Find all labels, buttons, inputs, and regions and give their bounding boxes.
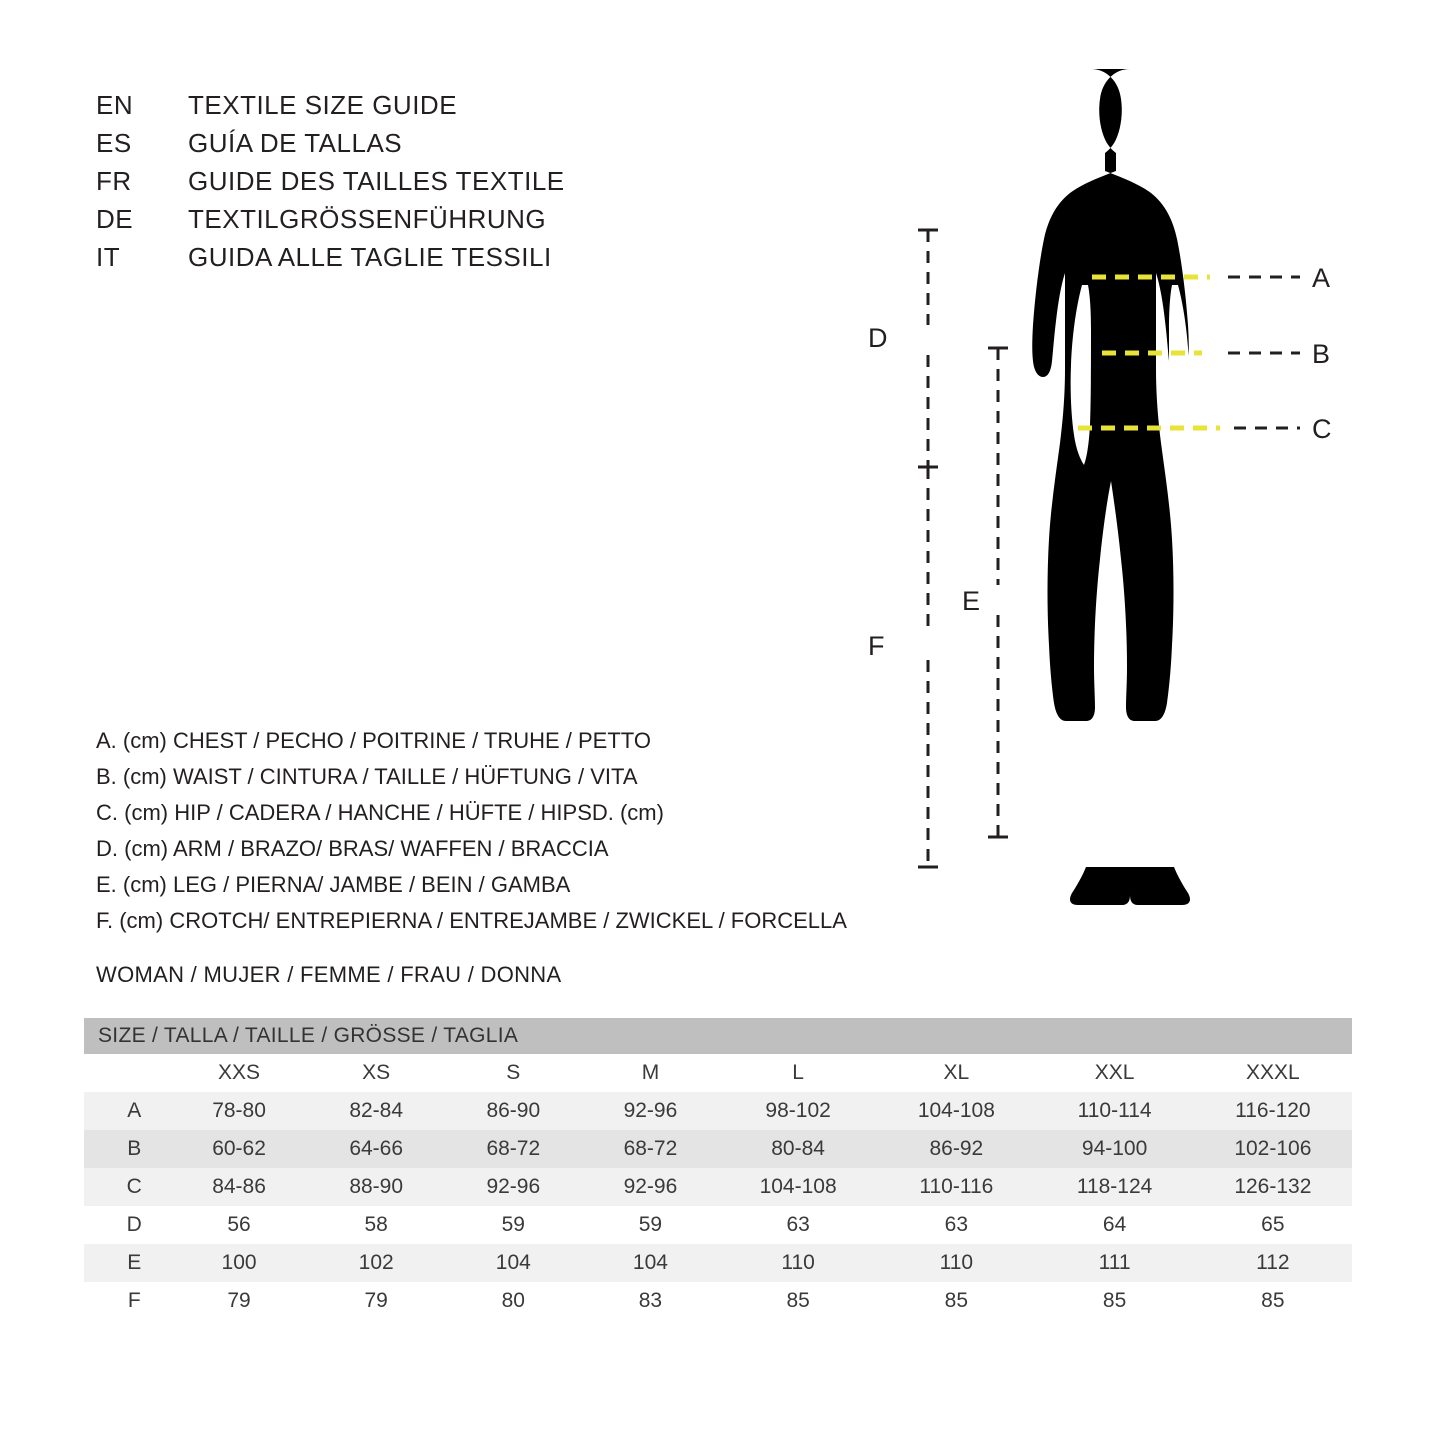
bracket-label-d: D (868, 323, 888, 353)
silhouette-diagram (830, 55, 1390, 945)
marker-label-c: C (1312, 414, 1332, 444)
cell-a-xxs: 78-80 (212, 1099, 266, 1122)
cell-d-m: 59 (638, 1213, 663, 1236)
table-row (84, 1206, 1352, 1244)
cell-c-xxl: 118-124 (1076, 1175, 1153, 1198)
table-row (84, 1130, 1352, 1168)
cell-a-xxl: 110-114 (1077, 1099, 1152, 1122)
row-label-b: B (127, 1137, 142, 1160)
row-label-f: F (127, 1289, 141, 1312)
legend-item-c: C. (cm) HIP / CADERA / HANCHE / HÜFTE / HIPSD. (cm) (96, 800, 664, 825)
title-text-it: GUIDA ALLE TAGLIE TESSILI (188, 242, 552, 272)
title-lang-en: EN (96, 90, 134, 120)
cell-c-xs: 88-90 (349, 1175, 404, 1198)
title-lang-fr: FR (96, 166, 132, 196)
cell-d-s: 59 (501, 1213, 525, 1236)
cell-d-xl: 63 (944, 1213, 969, 1236)
crotch-bracket (918, 467, 938, 867)
legend-item-b: B. (cm) WAIST / CINTURA / TAILLE / HÜFTUNG / VITA (96, 764, 638, 789)
title-text-fr: GUIDE DES TAILLES TEXTILE (188, 166, 565, 196)
title-lang-it: IT (96, 242, 121, 272)
cell-e-xxs: 100 (221, 1251, 257, 1274)
cell-b-m: 68-72 (623, 1137, 678, 1160)
size-guide-title-block (96, 90, 716, 280)
cell-e-l: 110 (781, 1251, 815, 1274)
arm-bracket (918, 230, 938, 467)
woman-silhouette-icon (1032, 69, 1190, 905)
cell-b-xl: 86-92 (929, 1137, 984, 1160)
column-header-xl: XL (943, 1061, 970, 1084)
title-row (96, 204, 716, 242)
row-label-e: E (127, 1251, 142, 1274)
cell-f-xxl: 85 (1102, 1289, 1127, 1312)
bracket-label-e: E (962, 586, 981, 616)
legend-item-f: F. (cm) CROTCH/ ENTREPIERNA / ENTREJAMBE / ZWICKEL / FORCELLA (96, 908, 847, 933)
title-text-en: TEXTILE SIZE GUIDE (188, 90, 458, 120)
marker-label-b: B (1312, 339, 1331, 369)
cell-a-l: 98-102 (765, 1099, 831, 1122)
cell-c-m: 92-96 (623, 1175, 678, 1198)
cell-b-s: 68-72 (486, 1137, 541, 1160)
cell-a-xxxl: 116-120 (1235, 1099, 1311, 1122)
title-lang-de: DE (96, 204, 134, 234)
cell-f-s: 80 (501, 1289, 525, 1312)
cell-a-xs: 82-84 (349, 1099, 404, 1122)
cell-f-l: 85 (786, 1289, 810, 1312)
cell-d-xxl: 64 (1102, 1213, 1127, 1236)
column-header-xxs: XXS (218, 1061, 261, 1084)
column-header-xs: XS (362, 1061, 391, 1084)
cell-e-xxxl: 112 (1256, 1251, 1290, 1274)
cell-b-xs: 64-66 (349, 1137, 404, 1160)
cell-e-s: 104 (495, 1251, 531, 1274)
title-row (96, 90, 716, 128)
column-header-m: M (641, 1061, 660, 1084)
cell-b-xxxl: 102-106 (1234, 1137, 1312, 1160)
cell-d-xxs: 56 (227, 1213, 251, 1236)
table-row (84, 1168, 1352, 1206)
measurement-legend (96, 723, 886, 939)
title-row (96, 166, 716, 204)
row-label-d: D (126, 1213, 142, 1236)
cell-c-l: 104-108 (759, 1175, 837, 1198)
cell-c-s: 92-96 (486, 1175, 541, 1198)
marker-label-a: A (1312, 263, 1331, 293)
cell-a-s: 86-90 (486, 1099, 541, 1122)
cell-d-l: 63 (786, 1213, 810, 1236)
table-row (84, 1244, 1352, 1282)
cell-c-xl: 110-116 (919, 1175, 994, 1198)
measurement-figure (830, 55, 1390, 945)
cell-f-xs: 79 (364, 1289, 388, 1312)
table-caption-row (84, 1018, 1352, 1054)
cell-e-xl: 110 (939, 1251, 974, 1274)
legend-item-d: D. (cm) ARM / BRAZO/ BRAS/ WAFFEN / BRACCIA (96, 836, 609, 861)
cell-e-xs: 102 (358, 1251, 394, 1274)
group-label: WOMAN / MUJER / FEMME / FRAU / DONNA (96, 962, 562, 987)
cell-b-l: 80-84 (771, 1137, 825, 1160)
title-row (96, 128, 716, 166)
cell-a-xl: 104-108 (917, 1099, 995, 1122)
title-text-de: TEXTILGRÖSSENFÜHRUNG (188, 204, 547, 234)
size-table (84, 1018, 1352, 1320)
cell-b-xxs: 60-62 (212, 1137, 266, 1160)
cell-c-xxxl: 126-132 (1234, 1175, 1312, 1198)
legend-item-a: A. (cm) CHEST / PECHO / POITRINE / TRUHE / PETTO (96, 728, 651, 753)
cell-b-xxl: 94-100 (1081, 1137, 1148, 1160)
legend-item-e: E. (cm) LEG / PIERNA/ JAMBE / BEIN / GAMBA (96, 872, 571, 897)
row-label-c: C (126, 1175, 142, 1198)
column-header-xxxl: XXXL (1246, 1061, 1300, 1084)
cell-d-xxxl: 65 (1261, 1213, 1285, 1236)
cell-f-xl: 85 (944, 1289, 969, 1312)
column-header-blank (84, 1054, 171, 1092)
table-header-row (84, 1054, 1352, 1092)
bracket-label-f: F (868, 631, 885, 661)
cell-f-m: 83 (638, 1289, 663, 1312)
cell-c-xxs: 84-86 (212, 1175, 266, 1198)
table-row (84, 1092, 1352, 1130)
column-header-l: L (792, 1061, 804, 1084)
cell-a-m: 92-96 (623, 1099, 678, 1122)
size-table-caption: SIZE / TALLA / TAILLE / GRÖSSE / TAGLIA (84, 1018, 1352, 1054)
cell-f-xxxl: 85 (1261, 1289, 1285, 1312)
title-row (96, 242, 716, 280)
column-header-s: S (506, 1061, 521, 1084)
table-row (84, 1282, 1352, 1320)
cell-f-xxs: 79 (227, 1289, 251, 1312)
cell-e-xxl: 111 (1098, 1251, 1131, 1274)
cell-d-xs: 58 (364, 1213, 388, 1236)
column-header-xxl: XXL (1094, 1061, 1135, 1084)
title-text-es: GUÍA DE TALLAS (188, 128, 403, 158)
leg-bracket (988, 348, 1008, 837)
row-label-a: A (127, 1099, 142, 1122)
title-lang-es: ES (96, 128, 132, 158)
cell-e-m: 104 (632, 1251, 668, 1274)
